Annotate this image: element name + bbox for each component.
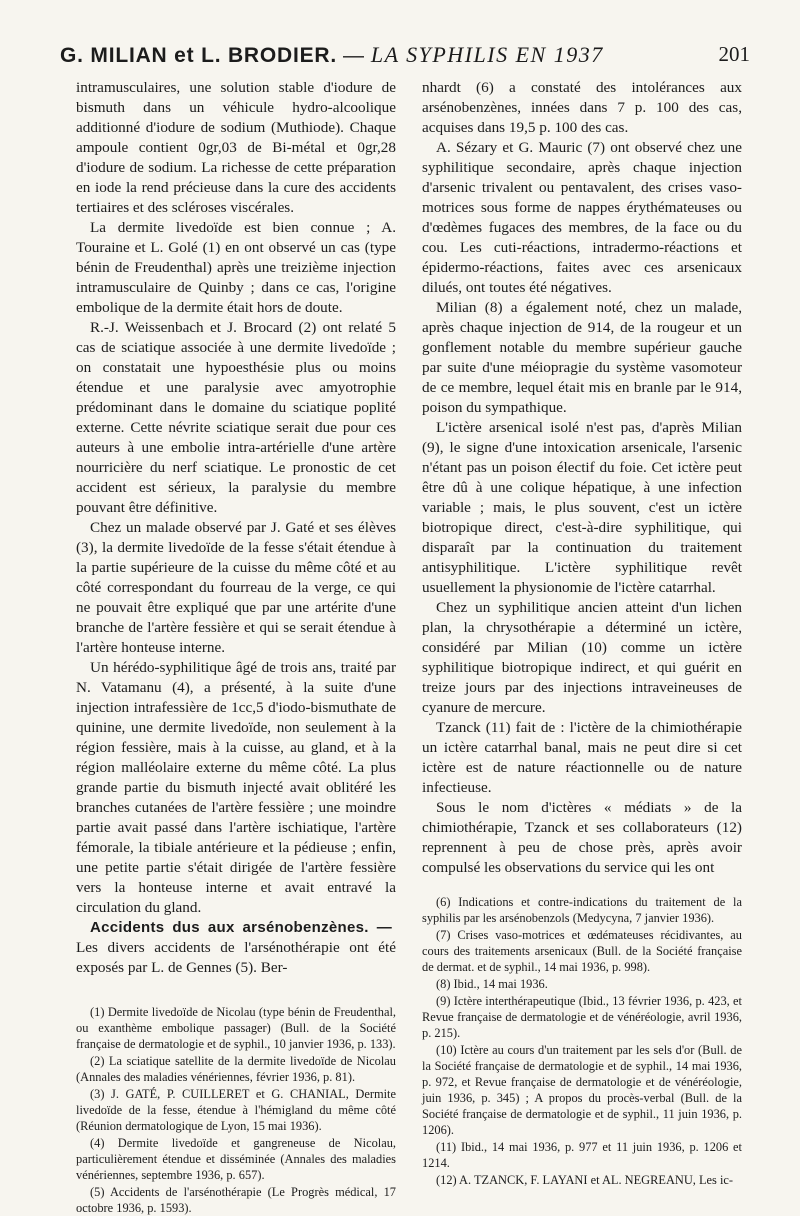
right-paragraph-3: Milian (8) a également noté, chez un malade, après chaque injection de 914, de la rougeur et un gonflement notable du membre supérieur gauche par suite d'une méiopragie du système vasomoteur de ce membre, lequel était mis en branle par le 914, poison du sympathique. [422, 299, 742, 416]
left-paragraph-5: Un hérédo-syphilitique âgé de trois ans, traité par N. Vatamanu (4), a présenté, à la suite d'une injection intrafessière de 1cc,5 d'iodo-bismuthate de quinine, une dermite livedoïde, non seulement à la région fessière, mais à la cuisse, au gland, et à la région malléolaire externe du même côté. La plus grande partie du bismuth injecté avait oblitéré les branches cutanées de l'artère fessière ; une moindre partie avait passé dans l'artère ischiatique, l'artère fémorale, la tibiale antérieure et la pédieuse ; enfin, une petite partie s'était dirigée de l'artère fessière vers la honteuse interne et avait entravé la circulation du gland. [76, 659, 396, 916]
right-footnotes [422, 894, 742, 1188]
footnote-3: (3) J. GATÉ, P. CUILLERET et G. CHANIAL, Dermite livedoïde de la fesse, étendue à l'hémigland du même côté (Réunion dermatologique de Lyon, 15 mai 1936). [76, 1087, 396, 1133]
left-column [76, 78, 396, 1216]
section-heading: Accidents dus aux arsénobenzènes. — [90, 919, 392, 936]
footnote-8: (8) Ibid., 14 mai 1936. [436, 977, 548, 991]
left-paragraph-3: R.-J. Weissenbach et J. Brocard (2) ont relaté 5 cas de sciatique associée à une dermite livedoïde ; on constatait une hypoesthésie plus ou moins étendue et une paralysie avec amyotrophie prédominant dans le domaine du sciatique poplité externe. Cette névrite sciatique serait due pour ces auteurs à une embolie intra-artérielle d'une artère nourricière du nerf sciatique. Le pronostic de cet accident est sérieux, la paralysie du membre pouvant être définitive. [76, 319, 396, 516]
footnote-6: (6) Indications et contre-indications du traitement de la syphilis par les arsénobenzols (Medycyna, 7 janvier 1936). [422, 895, 742, 925]
left-paragraph-1: intramusculaires, une solution stable d'iodure de bismuth dans un véhicule hydro-alcoolique additionné d'iodure de sodium (Muthiode). Chaque ampoule contient 0gr,03 de Bi-métal et 0gr,28 d'iodure de sodium. La richesse de cette préparation en iode la rend précieuse dans la cure des accidents tertiaires et des scléroses viscérales. [76, 79, 396, 216]
footnote-9: (9) Ictère interthérapeutique (Ibid., 13 février 1936, p. 423, et Revue française de dermatologie et de vénéréologie, avril 1936, p. 215). [422, 994, 742, 1040]
right-paragraph-4: L'ictère arsenical isolé n'est pas, d'après Milian (9), le signe d'une intoxication arsenicale, l'arsenic n'étant pas un poison électif du foie. Cet ictère peut être dû à une colique hépatique, à une infection variable ; mais, le plus souvent, c'est un ictère biotropique direct, c'est-à-dire syphilitique, qui disparaît par la continuation du traitement antisyphilitique. L'ictère syphilitique revêt usuellement la physionomie de l'ictère catarrhal. [422, 419, 742, 596]
section-intro-text: Les divers accidents de l'arsénothérapie ont été exposés par L. de Gennes (5). Ber- [76, 939, 396, 976]
page-number: 201 [718, 42, 750, 66]
right-paragraph-1: nhardt (6) a constaté des intolérances aux arsénobenzènes, innées dans 7 p. 100 des cas, acquises dans 19,5 p. 100 des cas. [422, 79, 742, 136]
header-dash: — [343, 44, 365, 67]
right-paragraph-2: A. Sézary et G. Mauric (7) ont observé chez une syphilitique secondaire, après chaque injection d'arsenic trivalent ou pentavalent, des crises vaso-motrices sous forme de nappes érythémateuses ou d'œdèmes fugaces des membres, de la face ou du cou. Les cuti-réactions, intradermo-réactions et épidermo-réactions, faites avec ces arsenicaux dilués, ont toutes été négatives. [422, 139, 742, 296]
right-paragraph-5: Chez un syphilitique ancien atteint d'un lichen plan, la chrysothérapie a déterminé un ictère, considéré par Milian (10) comme un ictère syphilitique biotropique indirect, et qui guérit en treize jours par des injections intraveineuses de cyanure de mercure. [422, 599, 742, 716]
footnote-12: (12) A. TZANCK, F. LAYANI et AL. NEGREANU, Les ic- [436, 1173, 734, 1187]
footnote-7: (7) Crises vaso-motrices et œdémateuses récidivantes, au cours des traitements arsenicaux (Bull. de la Société française de dermat. et de syphil., 14 mai 1936, p. 998). [422, 928, 742, 974]
footnote-10: (10) Ictère au cours d'un traitement par les sels d'or (Bull. de la Société française de dermatologie et de syphil., 14 mai 1936, p. 972, et Revue française de dermatologie et de vénéréologie, juin 1936, p. 345) ; A propos du procès-verbal (Bull. de la Société française de dermatologie et de syphil., 11 juin 1936, p. 1206). [422, 1043, 742, 1137]
header-authors: G. MILIAN et L. BRODIER. [60, 44, 338, 67]
footnote-2: (2) La sciatique satellite de la dermite livedoïde de Nicolau (Annales des maladies vénériennes, février 1936, p. 81). [76, 1054, 396, 1084]
left-paragraph-6 [76, 918, 396, 978]
left-footnotes [76, 1004, 396, 1216]
footnote-1: (1) Dermite livedoïde de Nicolau (type bénin de Freudenthal, ou exanthème embolique passager) (Bull. de la Société française de dermatologie et de syphil., 10 janvier 1936, p. 133). [76, 1005, 396, 1051]
footnote-11: (11) Ibid., 14 mai 1936, p. 977 et 11 juin 1936, p. 1206 et 1214. [422, 1140, 742, 1170]
footnote-4: (4) Dermite livedoïde et gangreneuse de Nicolau, particulièrement étendue et disséminée (Annales des maladies vénériennes, septembre 1936, p. 657). [76, 1136, 396, 1182]
running-title [60, 42, 604, 68]
left-paragraph-2: La dermite livedoïde est bien connue ; A. Touraine et L. Golé (1) en ont observé un cas (type bénin de Freudenthal) après une treizième injection intramusculaire de Quinby ; dans ce cas, l'origine embolique de la dermite était hors de doute. [76, 219, 396, 316]
right-column [422, 78, 742, 1188]
right-paragraph-7: Sous le nom d'ictères « médiats » de la chimiothérapie, Tzanck et ses collaborateurs (12) reprennent à peu de chose près, après avoir compulsé les observations du service qui les ont [422, 799, 742, 876]
header-title: LA SYPHILIS EN 1937 [370, 42, 604, 67]
running-header [60, 42, 750, 72]
left-paragraph-4: Chez un malade observé par J. Gaté et ses élèves (3), la dermite livedoïde de la fesse s'était étendue à la partie supérieure de la cuisse du même côté et au côté correspondant du fourreau de la verge, ce qui ne pouvait être expliqué que par une artérite d'une branche de l'artère fessière et qui se serait étendue à l'artère honteuse interne. [76, 519, 396, 656]
right-paragraph-6: Tzanck (11) fait de : l'ictère de la chimiothérapie un ictère catarrhal banal, mais ne peut dire si cet ictère est de nature réactionnelle ou de nature infectieuse. [422, 719, 742, 796]
footnote-5: (5) Accidents de l'arsénothérapie (Le Progrès médical, 17 octobre 1936, p. 1593). [76, 1185, 396, 1215]
